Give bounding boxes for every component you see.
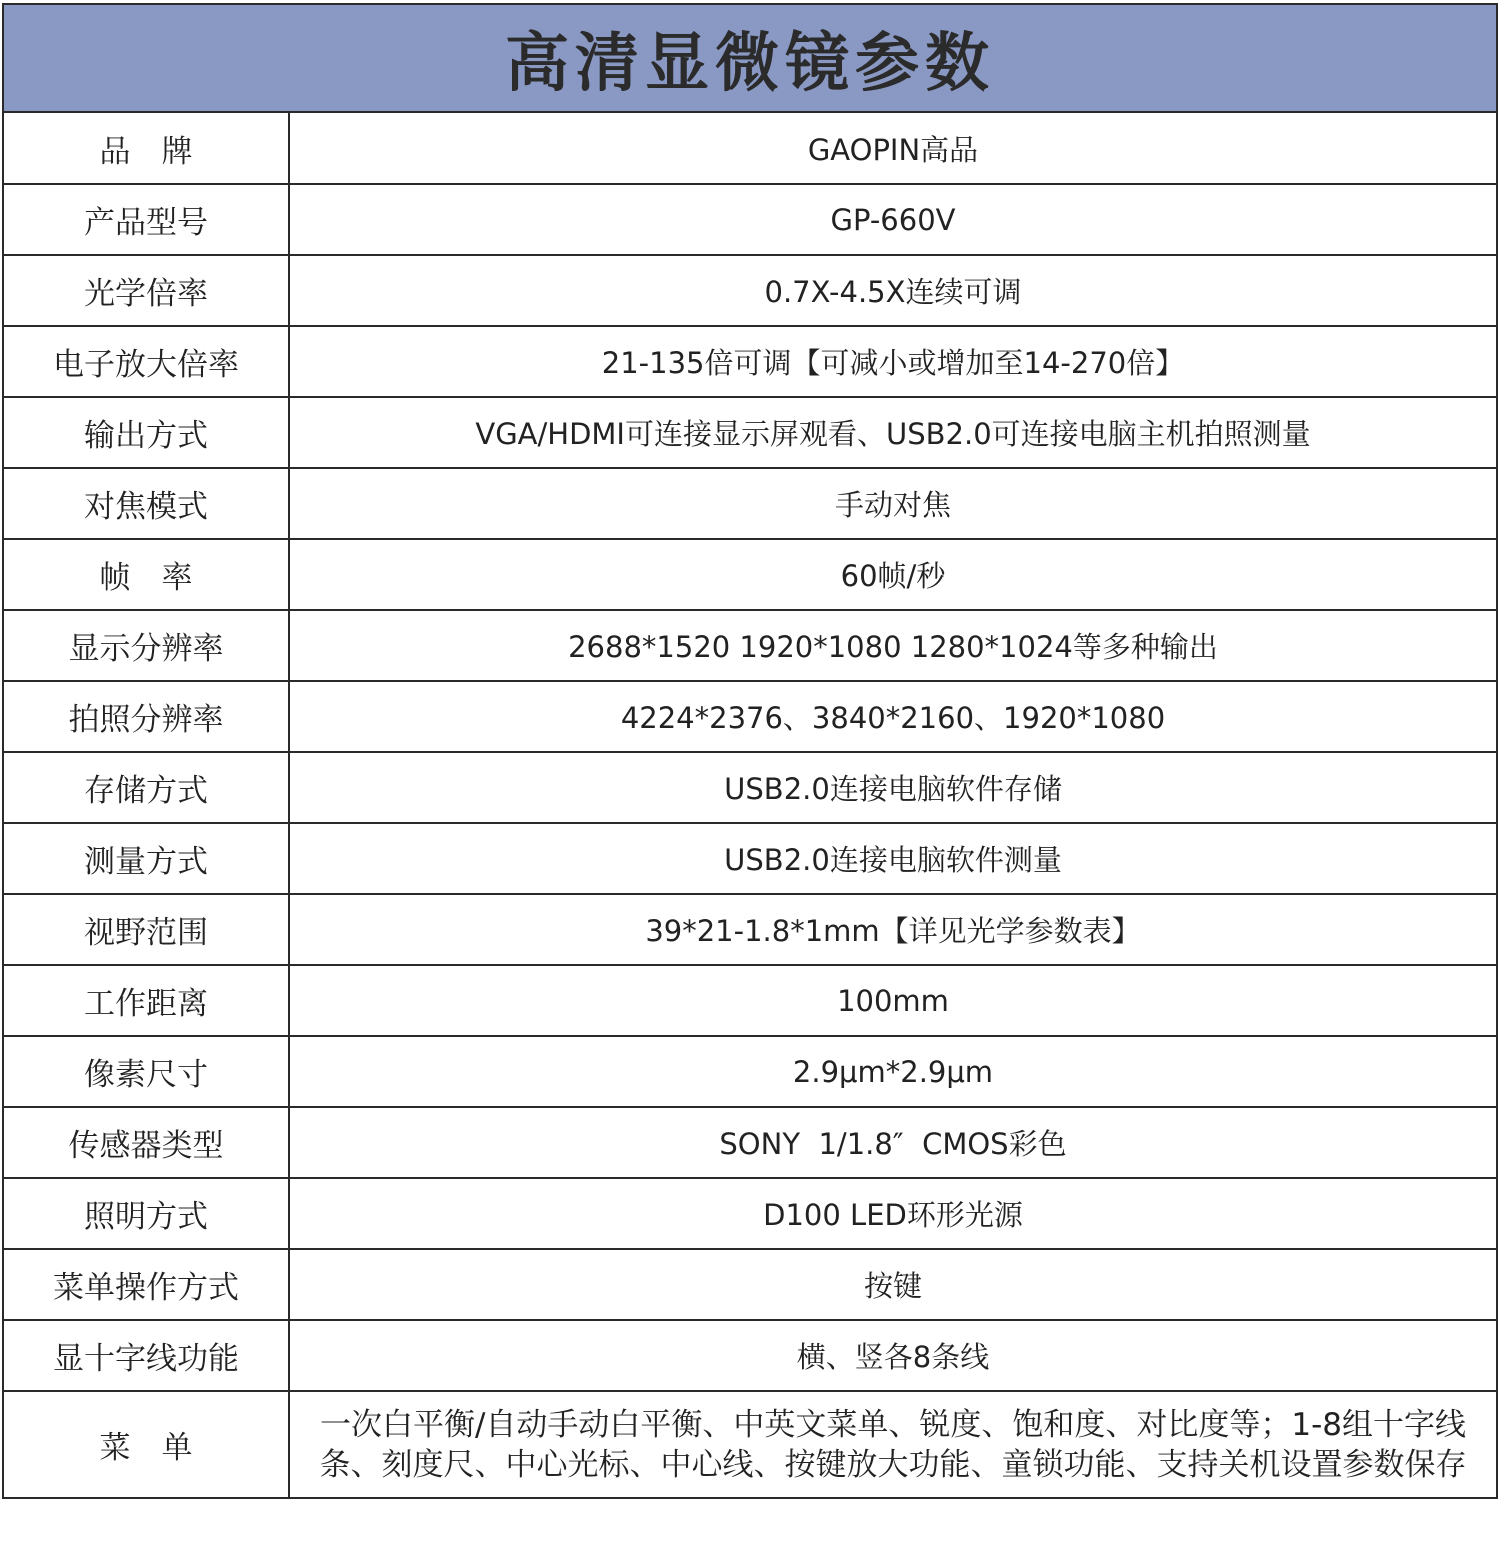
- row-value: 21-135倍可调【可减小或增加至14-270倍】: [289, 326, 1496, 397]
- row-value: 2.9μm*2.9μm: [289, 1036, 1496, 1107]
- table-row: [4, 1107, 1496, 1178]
- title-bar: [4, 5, 1496, 113]
- row-label: 产品型号: [4, 184, 289, 255]
- table-row: [4, 1178, 1496, 1249]
- page-title: 高清显微镜参数: [505, 27, 995, 101]
- row-value: USB2.0连接电脑软件存储: [289, 752, 1496, 823]
- table-row: [4, 113, 1496, 184]
- row-label: 显十字线功能: [4, 1320, 289, 1391]
- row-value: 按键: [289, 1249, 1496, 1320]
- row-label: 像素尺寸: [4, 1036, 289, 1107]
- row-value: VGA/HDMI可连接显示屏观看、USB2.0可连接电脑主机拍照测量: [289, 397, 1496, 468]
- table-row: [4, 1391, 1496, 1497]
- table-row: [4, 894, 1496, 965]
- row-label: 光学倍率: [4, 255, 289, 326]
- table-row: [4, 752, 1496, 823]
- table-row: [4, 326, 1496, 397]
- row-label: 电子放大倍率: [4, 326, 289, 397]
- row-value: 手动对焦: [289, 468, 1496, 539]
- table-row: [4, 681, 1496, 752]
- row-label: 帧 率: [4, 539, 289, 610]
- row-label: 菜单操作方式: [4, 1249, 289, 1320]
- table-row: [4, 1036, 1496, 1107]
- table-row: [4, 1320, 1496, 1391]
- row-value: GAOPIN高品: [807, 132, 979, 167]
- row-value: 一次白平衡/自动手动白平衡、中英文菜单、锐度、饱和度、对比度等；1-8组十字线条、刻度尺、中心光标、中心线、按键放大功能、童锁功能、支持关机设置参数保存: [289, 1391, 1496, 1497]
- table-row: [4, 255, 1496, 326]
- row-label: 视野范围: [4, 894, 289, 965]
- row-label: 照明方式: [4, 1178, 289, 1249]
- row-label: 品 牌: [4, 113, 289, 184]
- row-label: 存储方式: [4, 752, 289, 823]
- row-value: GP-660V: [289, 184, 1496, 255]
- table-row: [4, 184, 1496, 255]
- spec-sheet: [2, 3, 1498, 1499]
- row-value: 0.7X-4.5X连续可调: [289, 255, 1496, 326]
- row-label: 工作距离: [4, 965, 289, 1036]
- row-value: USB2.0连接电脑软件测量: [289, 823, 1496, 894]
- row-value: SONY 1/1.8″ CMOS彩色: [289, 1107, 1496, 1178]
- row-label: 传感器类型: [4, 1107, 289, 1178]
- row-value: 4224*2376、3840*2160、1920*1080: [289, 681, 1496, 752]
- row-label: 拍照分辨率: [4, 681, 289, 752]
- row-value: 2688*1520 1920*1080 1280*1024等多种输出: [289, 610, 1496, 681]
- row-value: 39*21-1.8*1mm【详见光学参数表】: [289, 894, 1496, 965]
- row-label: 测量方式: [4, 823, 289, 894]
- table-row: [4, 965, 1496, 1036]
- row-label: 输出方式: [4, 397, 289, 468]
- row-value: 100mm: [289, 965, 1496, 1036]
- row-label: 显示分辨率: [4, 610, 289, 681]
- table-row: [4, 610, 1496, 681]
- table-row: [4, 823, 1496, 894]
- table-row: [4, 468, 1496, 539]
- row-value: D100 LED环形光源: [289, 1178, 1496, 1249]
- table-row: [4, 397, 1496, 468]
- table-row: [4, 1249, 1496, 1320]
- row-label: 菜 单: [4, 1391, 289, 1497]
- spec-table: [4, 113, 1496, 1497]
- table-row: [4, 539, 1496, 610]
- row-value: 60帧/秒: [289, 539, 1496, 610]
- row-value: 横、竖各8条线: [289, 1320, 1496, 1391]
- row-label: 对焦模式: [4, 468, 289, 539]
